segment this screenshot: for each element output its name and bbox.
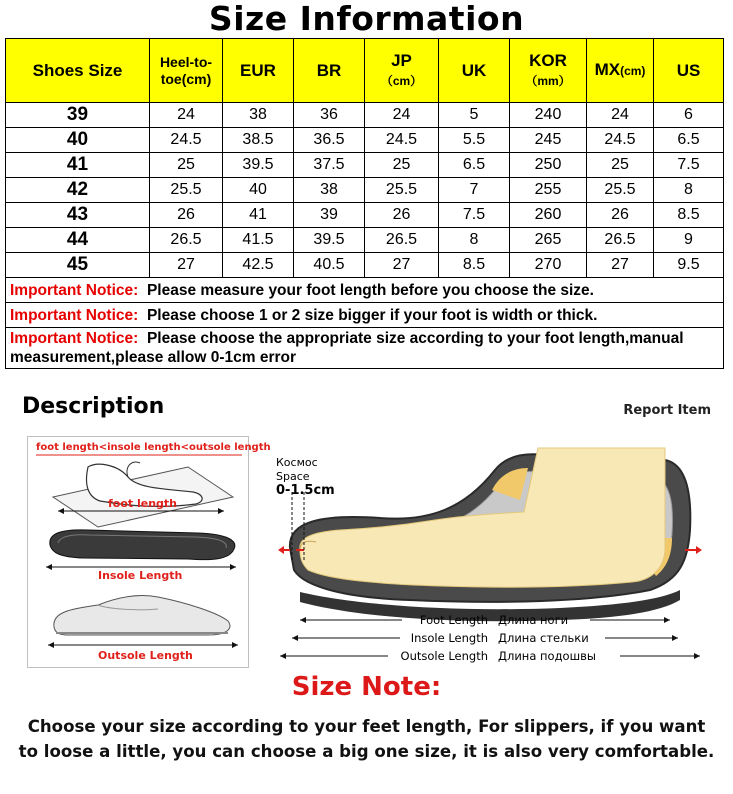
table-cell: 24.5 [587, 128, 654, 153]
table-cell: 25.5 [150, 178, 223, 203]
table-cell: 24 [365, 103, 439, 128]
space-label-en: Space [276, 470, 310, 483]
header-br: BR [294, 39, 365, 103]
table-cell: 27 [587, 253, 654, 278]
measurement-guide-panel [27, 436, 271, 668]
table-cell: 8.5 [439, 253, 510, 278]
table-cell: 24.5 [365, 128, 439, 153]
length-order-label: foot length<insole length<outsole length [36, 442, 271, 453]
size-cell: 44 [6, 228, 150, 253]
measurement-illustrations [28, 437, 250, 669]
size-note-text: Choose your size according to your feet length, For slippers, if you want to loose a little, you can choose a big one size, it is also very comfortable. [18, 717, 715, 761]
table-cell: 5 [439, 103, 510, 128]
table-cell: 25.5 [587, 178, 654, 203]
header-uk: UK [439, 39, 510, 103]
foot-length-label: foot length [108, 497, 178, 510]
table-cell: 7.5 [439, 203, 510, 228]
insole-length-en: Insole Length [410, 631, 488, 645]
table-cell: 6.5 [439, 153, 510, 178]
size-table [5, 38, 724, 369]
marker-right-arrow [696, 546, 702, 554]
notice-row [6, 278, 724, 303]
table-cell: 245 [510, 128, 587, 153]
header-eur: EUR [223, 39, 294, 103]
table-row [6, 228, 724, 253]
description-title: Description [22, 394, 165, 419]
space-label-ru: Космос [276, 456, 318, 469]
header-kor: KOR （mm） [510, 39, 587, 103]
page-title: Size Information [208, 0, 525, 38]
table-row [6, 153, 724, 178]
table-cell: 42.5 [223, 253, 294, 278]
notice-row [6, 303, 724, 328]
table-cell: 6.5 [654, 128, 724, 153]
foot-length-ru: Длина ноги [498, 613, 569, 627]
header-us: US [654, 39, 724, 103]
table-cell: 26 [150, 203, 223, 228]
table-cell: 24 [150, 103, 223, 128]
notice-1: Important Notice: Please measure your foot length before you choose the size. [6, 278, 724, 303]
table-cell: 260 [510, 203, 587, 228]
table-row [6, 103, 724, 128]
table-cell: 26.5 [150, 228, 223, 253]
notice-2: Important Notice: Please choose 1 or 2 size bigger if your foot is width or thick. [6, 303, 724, 328]
insole-length-label: Insole Length [98, 569, 183, 582]
foot-on-ruler-image [53, 462, 233, 527]
shoe-image [48, 595, 238, 648]
table-cell: 9.5 [654, 253, 724, 278]
table-cell: 38 [294, 178, 365, 203]
header-heel-to-toe: Heel-to-toe(cm) [150, 39, 223, 103]
size-note-title: Size Note: [291, 672, 442, 702]
table-cell: 25 [365, 153, 439, 178]
table-cell: 270 [510, 253, 587, 278]
table-row [6, 253, 724, 278]
space-range: 0-1.5cm [276, 483, 335, 498]
table-cell: 27 [150, 253, 223, 278]
table-cell: 39.5 [294, 228, 365, 253]
table-cell: 39.5 [223, 153, 294, 178]
size-cell: 45 [6, 253, 150, 278]
table-cell: 265 [510, 228, 587, 253]
table-cell: 5.5 [439, 128, 510, 153]
table-cell: 255 [510, 178, 587, 203]
table-cell: 25 [587, 153, 654, 178]
table-header-row [6, 39, 724, 103]
table-cell: 240 [510, 103, 587, 128]
insole-length-caption [380, 631, 589, 645]
header-jp: JP （cm） [365, 39, 439, 103]
table-cell: 25 [150, 153, 223, 178]
table-cell: 24.5 [150, 128, 223, 153]
marker-left-arrow [278, 546, 284, 554]
table-cell: 41 [223, 203, 294, 228]
table-cell: 36 [294, 103, 365, 128]
table-cell: 38.5 [223, 128, 294, 153]
table-cell: 40.5 [294, 253, 365, 278]
report-item-link[interactable]: Report Item [623, 403, 711, 418]
notice-3: Important Notice: Please choose the appropriate size according to your foot length,manual measurement,please allow 0-1cm error [6, 328, 724, 369]
foot-length-caption [380, 613, 568, 627]
outsole-length-ru: Длина подошвы [498, 649, 596, 663]
table-row [6, 128, 724, 153]
size-cell: 39 [6, 103, 150, 128]
foot-length-en: Foot Length [419, 613, 488, 627]
header-mx: MX(cm) [587, 39, 654, 103]
table-cell: 8 [654, 178, 724, 203]
outsole-length-caption [380, 649, 596, 663]
outsole-length-en: Outsole Length [400, 649, 488, 663]
notice-row [6, 328, 724, 369]
table-cell: 26 [365, 203, 439, 228]
size-cell: 41 [6, 153, 150, 178]
table-row [6, 203, 724, 228]
header-shoes-size: Shoes Size [6, 39, 150, 103]
size-cell: 43 [6, 203, 150, 228]
table-cell: 25.5 [365, 178, 439, 203]
table-cell: 8.5 [654, 203, 724, 228]
table-cell: 9 [654, 228, 724, 253]
table-cell: 8 [439, 228, 510, 253]
insole-length-ru: Длина стельки [498, 631, 589, 645]
table-cell: 39 [294, 203, 365, 228]
table-cell: 36.5 [294, 128, 365, 153]
table-cell: 37.5 [294, 153, 365, 178]
table-cell: 27 [365, 253, 439, 278]
table-cell: 40 [223, 178, 294, 203]
table-cell: 26.5 [365, 228, 439, 253]
outsole-length-label: Outsole Length [98, 649, 193, 662]
table-cell: 7.5 [654, 153, 724, 178]
table-cell: 24 [587, 103, 654, 128]
table-cell: 41.5 [223, 228, 294, 253]
table-cell: 26 [587, 203, 654, 228]
table-cell: 7 [439, 178, 510, 203]
size-cell: 42 [6, 178, 150, 203]
table-cell: 6 [654, 103, 724, 128]
table-cell: 38 [223, 103, 294, 128]
table-row [6, 178, 724, 203]
table-cell: 26.5 [587, 228, 654, 253]
table-cell: 250 [510, 153, 587, 178]
size-cell: 40 [6, 128, 150, 153]
insole-image [46, 530, 236, 570]
